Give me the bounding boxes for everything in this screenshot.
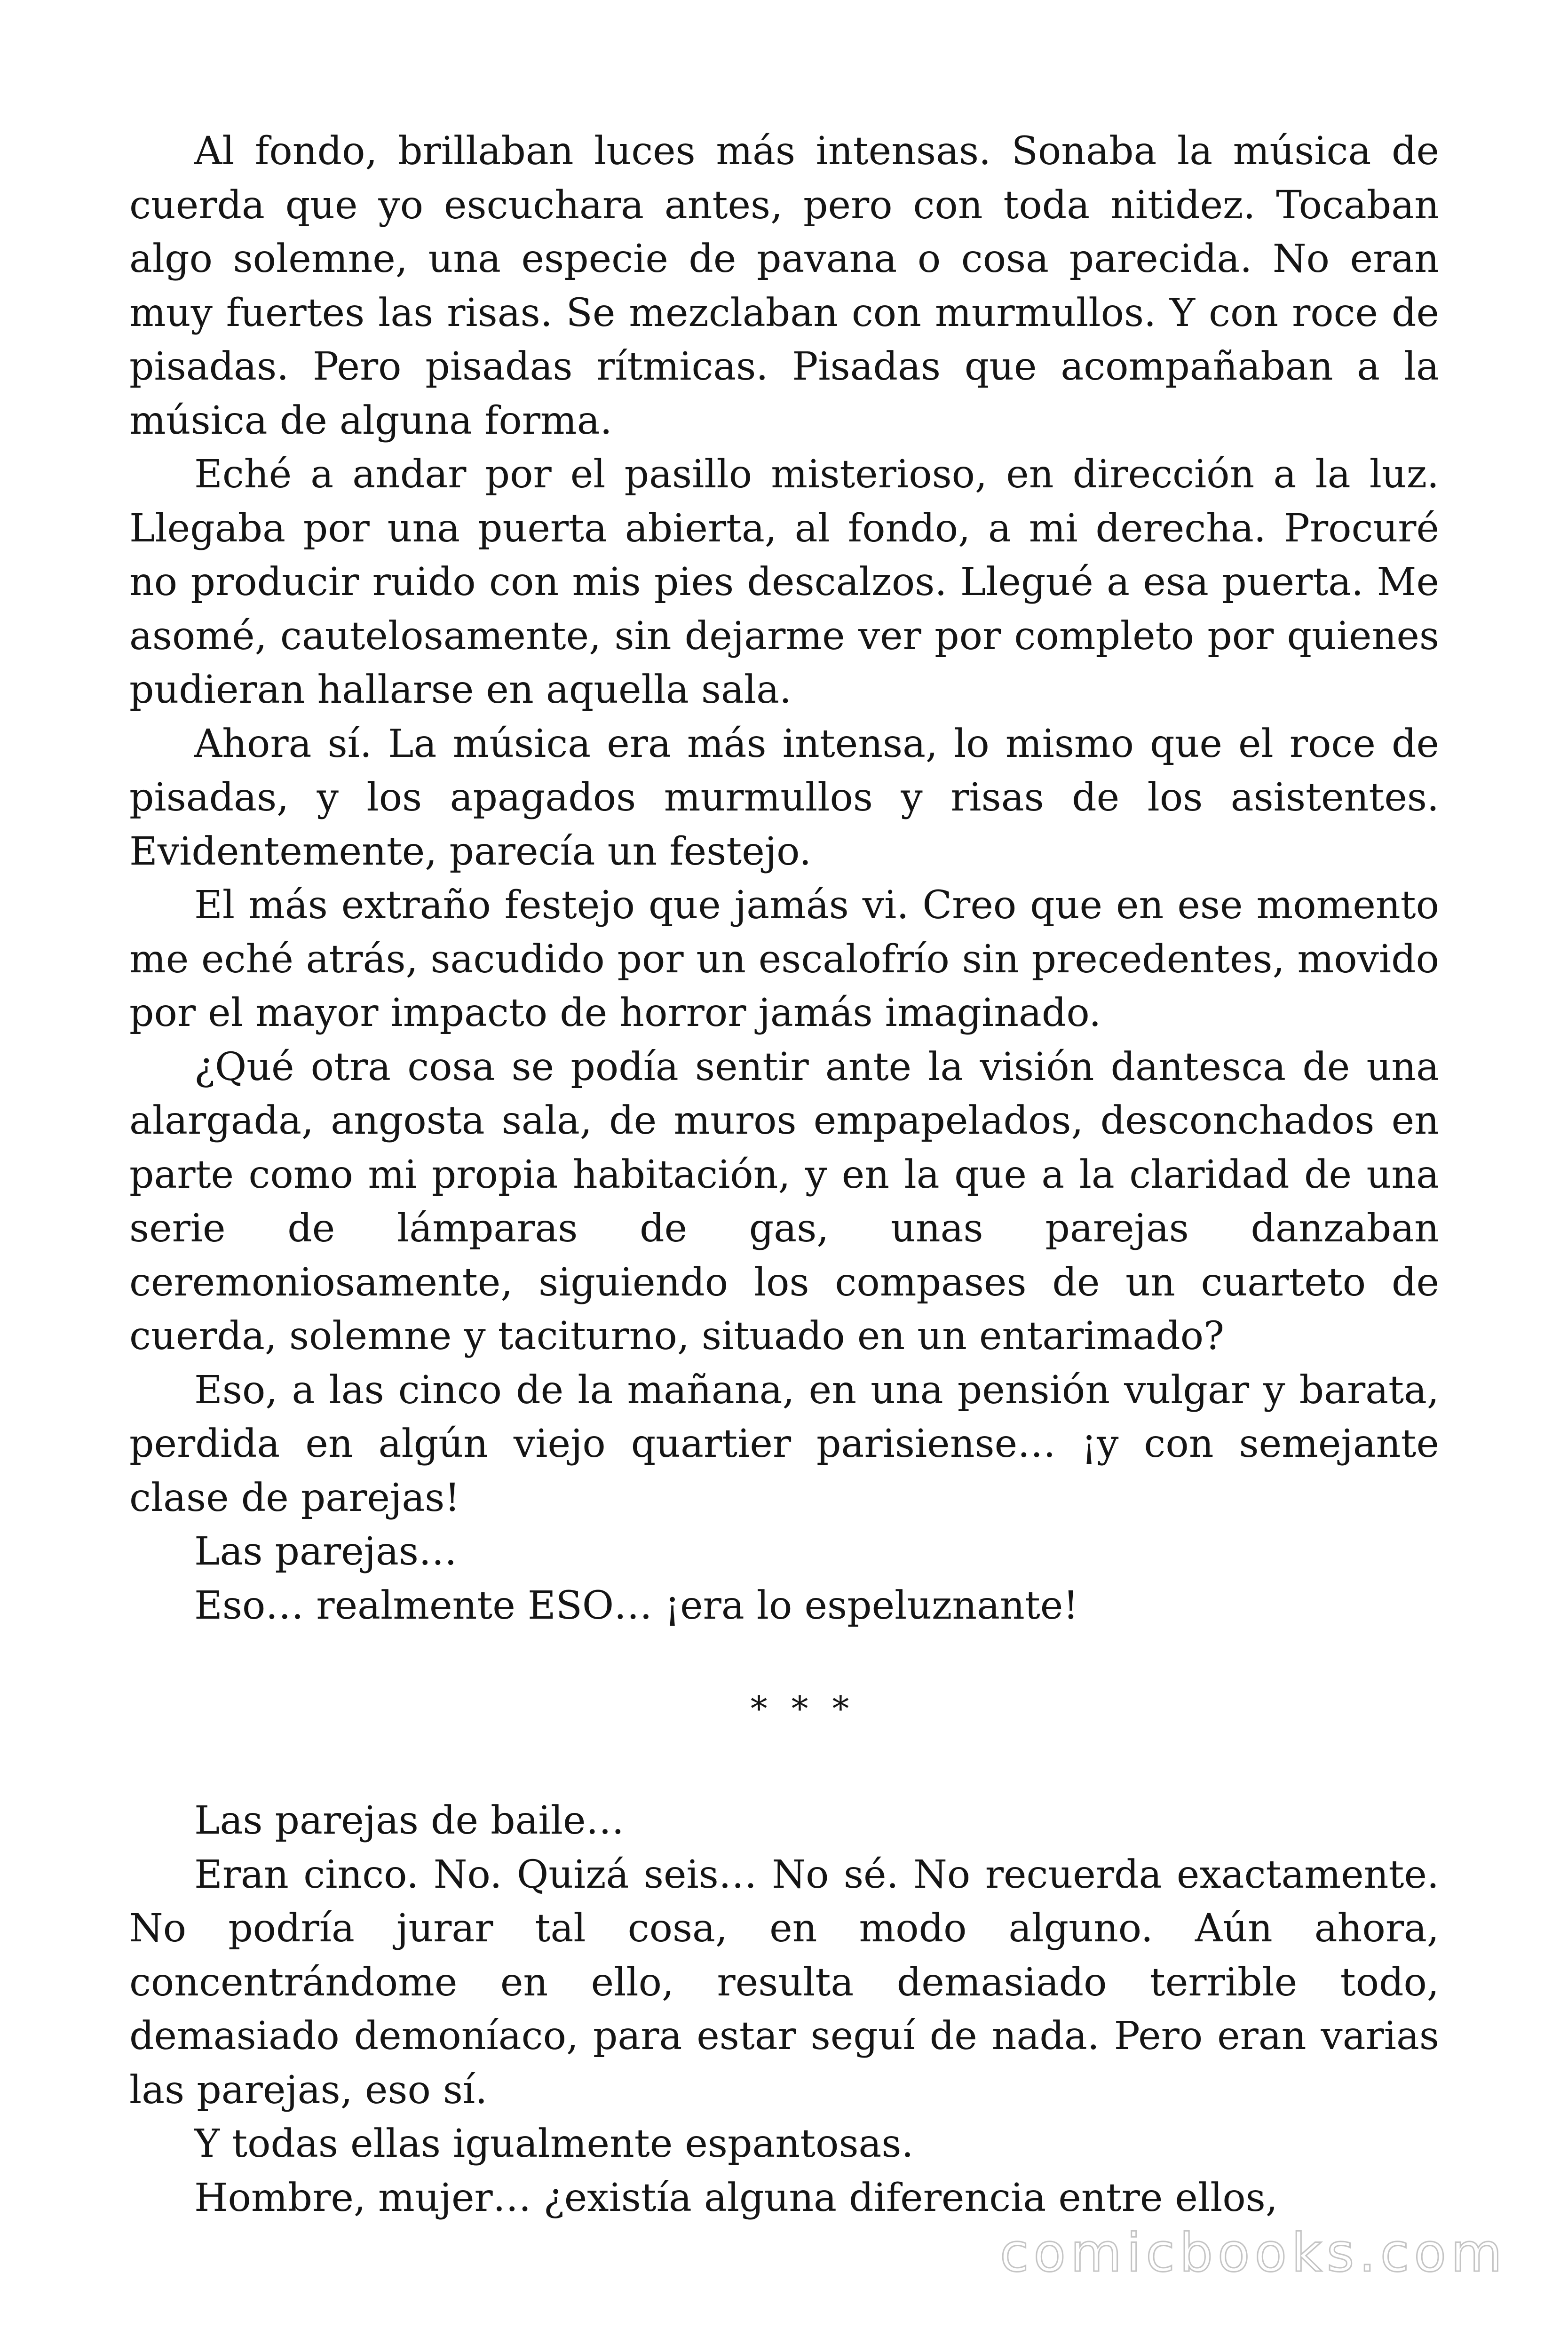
paragraph: Eso, a las cinco de la mañana, en una pensión vulgar y barata, perdida en algún viejo quartier parisiense… ¡y con semejante clase de parejas! [129, 1367, 1439, 1520]
paragraph: Eché a andar por el pasillo misterioso, en dirección a la luz. Llegaba por una puerta abierta, al fondo, a mi derecha. Procuré no producir ruido con mis pies descalzos. Llegué a esa puerta. Me asomé, cautelosamente, sin dejarme ver por completo por quienes pudieran hallarse en aquella sala. [129, 452, 1439, 712]
scene-break-asterisks: * * * [750, 1689, 856, 1728]
paragraph: Hombre, mujer… ¿existía alguna diferencia entre ellos, [194, 2175, 1278, 2220]
scene-break [129, 1633, 1439, 1794]
watermark-logo: comicbooks.com [999, 2223, 1507, 2284]
paragraph: ¿Qué otra cosa se podía sentir ante la visión dantesca de una alargada, angosta sala, de muros empapelados, desconchados en parte como mi propia habitación, y en la que a la claridad de una serie de lámparas de gas, unas parejas danzaban ceremoniosamente, siguiendo los compases de un cuarteto de cuerda, solemne y taciturno, situado en un entarimado? [129, 1044, 1439, 1359]
paragraph: Y todas ellas igualmente espantosas. [194, 2122, 914, 2166]
paragraph: Al fondo, brillaban luces más intensas. Sonaba la música de cuerda que yo escuchara antes, pero con toda nitidez. Tocaban algo solemne, una especie de pavana o cosa parecida. No eran muy fuertes las risas. Se mezclaban con murmullos. Y con roce de pisadas. Pero pisadas rítmicas. Pisadas que acompañaban a la música de alguna forma. [129, 129, 1439, 443]
page-text [129, 125, 1439, 2225]
paragraph: Ahora sí. La música era más intensa, lo mismo que el roce de pisadas, y los apagados murmullos y risas de los asistentes. Evidentemente, parecía un festejo. [129, 721, 1439, 874]
paragraph: Eran cinco. No. Quizá seis… No sé. No recuerda exactamente. No podría jurar tal cosa, en modo alguno. Aún ahora, concentrándome en ello, resulta demasiado terrible todo, demasiado demoníaco, para estar seguí de nada. Pero eran varias las parejas, eso sí. [129, 1852, 1439, 2113]
paragraph: El más extraño festejo que jamás vi. Creo que en ese momento me eché atrás, sacudido por un escalofrío sin precedentes, movido por el mayor impacto de horror jamás imaginado. [129, 883, 1439, 1035]
paragraph: Las parejas de baile… [194, 1798, 625, 1843]
paragraph: Las parejas… [194, 1529, 457, 1574]
paragraph: Eso… realmente ESO… ¡era lo espeluznante! [194, 1583, 1079, 1628]
